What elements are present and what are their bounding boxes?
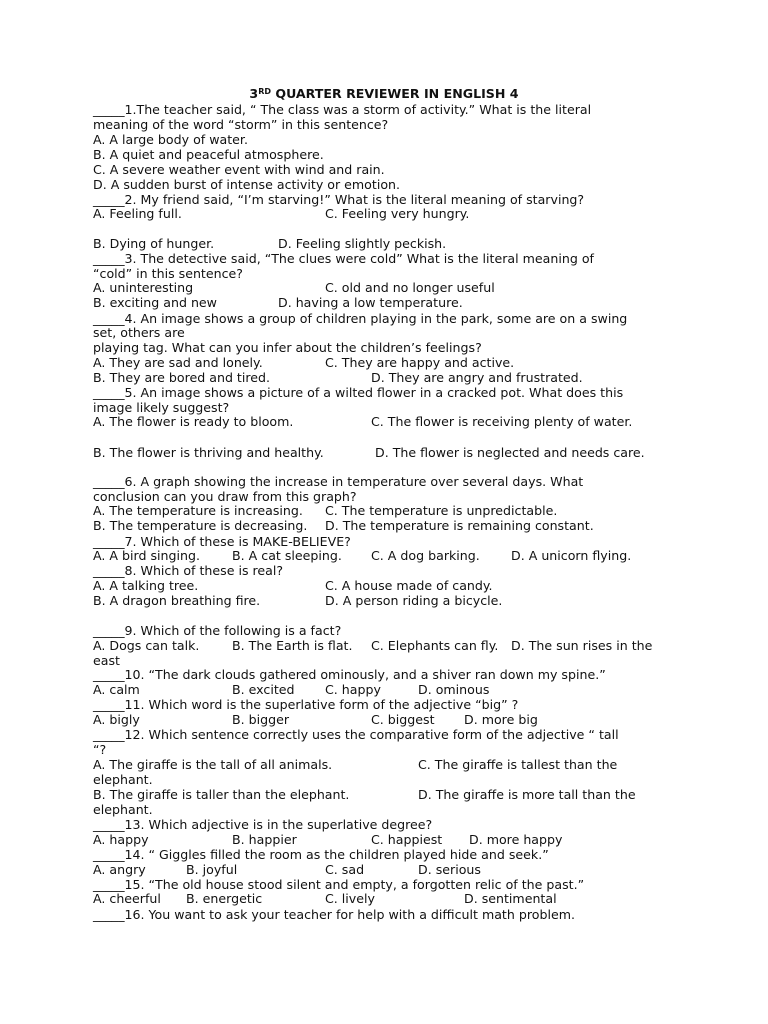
- text-segment: D. more big: [464, 712, 538, 727]
- title-ordinal: 3: [249, 86, 259, 101]
- text-segment: A. They are sad and lonely.: [93, 355, 263, 370]
- text-segment: A. happy: [93, 832, 149, 847]
- title-text: QUARTER REVIEWER IN ENGLISH 4: [271, 86, 519, 101]
- text-segment: C. old and no longer useful: [325, 280, 495, 295]
- text-segment: D. A unicorn flying.: [511, 548, 632, 563]
- text-segment: C. A severe weather event with wind and rain.: [93, 162, 385, 177]
- text-segment: B. energetic: [186, 891, 263, 906]
- text-segment: A. angry: [93, 862, 146, 877]
- text-segment: D. A sudden burst of intense activity or emotion.: [93, 177, 401, 192]
- text-segment: A. The temperature is increasing.: [93, 503, 303, 518]
- text-segment: D. The giraffe is more tall than the: [418, 787, 636, 802]
- text-segment: B. The temperature is decreasing.: [93, 518, 308, 533]
- text-segment: C. happiest: [371, 832, 443, 847]
- text-segment: B. Dying of hunger.: [93, 236, 215, 251]
- text-segment: B. excited: [232, 682, 295, 697]
- text-segment: D. having a low temperature.: [278, 295, 463, 310]
- text-segment: A. Feeling full.: [93, 206, 182, 221]
- text-segment: A. A bird singing.: [93, 548, 200, 563]
- text-segment: B. They are bored and tired.: [93, 370, 271, 385]
- text-segment: C. lively: [325, 891, 375, 906]
- text-segment: conclusion can you draw from this graph?: [93, 489, 357, 504]
- text-segment: C. Elephants can fly.: [371, 638, 499, 653]
- text-segment: A. The giraffe is the tall of all animals.: [93, 757, 333, 772]
- text-segment: D. The temperature is remaining constant.: [325, 518, 594, 533]
- text-segment: A. The flower is ready to bloom.: [93, 414, 294, 429]
- text-segment: _____1.The teacher said, “ The class was a storm of activity.” What is the literal: [93, 102, 592, 117]
- text-segment: _____2. My friend said, “I’m starving!” What is the literal meaning of starving?: [93, 192, 585, 207]
- text-segment: C. sad: [325, 862, 365, 877]
- text-segment: _____11. Which word is the superlative form of the adjective “big” ?: [93, 697, 519, 712]
- text-segment: A. cheerful: [93, 891, 161, 906]
- text-segment: _____5. An image shows a picture of a wilted flower in a cracked pot. What does this: [93, 385, 624, 400]
- text-segment: D. They are angry and frustrated.: [371, 370, 583, 385]
- text-segment: _____16. You want to ask your teacher for help with a difficult math problem.: [93, 907, 575, 922]
- text-segment: meaning of the word “storm” in this sentence?: [93, 117, 389, 132]
- text-segment: C. A dog barking.: [371, 548, 480, 563]
- text-segment: elephant.: [93, 802, 153, 817]
- text-segment: “cold” in this sentence?: [93, 266, 243, 281]
- text-segment: D. The sun rises in the: [511, 638, 653, 653]
- text-segment: _____9. Which of the following is a fact?: [93, 623, 342, 638]
- text-segment: C. Feeling very hungry.: [325, 206, 470, 221]
- text-segment: D. A person riding a bicycle.: [325, 593, 503, 608]
- text-segment: D. ominous: [418, 682, 490, 697]
- text-segment: B. A cat sleeping.: [232, 548, 342, 563]
- text-segment: B. The flower is thriving and healthy.: [93, 445, 324, 460]
- text-segment: _____7. Which of these is MAKE-BELIEVE?: [93, 534, 351, 549]
- text-segment: D. more happy: [469, 832, 563, 847]
- text-segment: C. The temperature is unpredictable.: [325, 503, 558, 518]
- text-segment: D. Feeling slightly peckish.: [278, 236, 447, 251]
- text-segment: _____13. Which adjective is in the superlative degree?: [93, 817, 433, 832]
- text-segment: D. sentimental: [464, 891, 557, 906]
- text-segment: C. The giraffe is tallest than the: [418, 757, 618, 772]
- text-segment: B. The Earth is flat.: [232, 638, 353, 653]
- text-segment: D. The flower is neglected and needs care.: [375, 445, 645, 460]
- text-segment: “?: [93, 742, 107, 757]
- text-segment: B. bigger: [232, 712, 290, 727]
- text-segment: B. joyful: [186, 862, 238, 877]
- text-segment: image likely suggest?: [93, 400, 230, 415]
- text-segment: A. uninteresting: [93, 280, 194, 295]
- text-segment: A. A talking tree.: [93, 578, 199, 593]
- text-segment: C. biggest: [371, 712, 435, 727]
- text-segment: _____8. Which of these is real?: [93, 563, 284, 578]
- title-ordinal-suffix: RD: [258, 87, 271, 96]
- text-segment: _____6. A graph showing the increase in temperature over several days. What: [93, 474, 584, 489]
- text-segment: A. calm: [93, 682, 140, 697]
- text-segment: C. happy: [325, 682, 381, 697]
- text-segment: _____10. “The dark clouds gathered ominously, and a shiver ran down my spine.”: [93, 667, 606, 682]
- text-segment: playing tag. What can you infer about the children’s feelings?: [93, 340, 482, 355]
- text-segment: east: [93, 653, 120, 668]
- text-segment: C. A house made of candy.: [325, 578, 493, 593]
- text-segment: C. They are happy and active.: [325, 355, 515, 370]
- text-segment: B. exciting and new: [93, 295, 217, 310]
- text-segment: B. A quiet and peaceful atmosphere.: [93, 147, 324, 162]
- text-segment: elephant.: [93, 772, 153, 787]
- text-segment: _____3. The detective said, “The clues were cold” What is the literal meaning of: [93, 251, 594, 266]
- text-segment: set, others are: [93, 325, 185, 340]
- text-segment: D. serious: [418, 862, 481, 877]
- text-segment: C. The flower is receiving plenty of water.: [371, 414, 633, 429]
- text-segment: B. The giraffe is taller than the elephant.: [93, 787, 350, 802]
- text-segment: A. Dogs can talk.: [93, 638, 200, 653]
- text-segment: _____14. “ Giggles filled the room as the children played hide and seek.”: [93, 847, 549, 862]
- text-segment: A. bigly: [93, 712, 140, 727]
- page-title: [0, 86, 768, 101]
- text-segment: B. happier: [232, 832, 297, 847]
- text-segment: _____12. Which sentence correctly uses the comparative form of the adjective “ tall: [93, 727, 619, 742]
- text-segment: A. A large body of water.: [93, 132, 248, 147]
- text-segment: _____15. “The old house stood silent and empty, a forgotten relic of the past.”: [93, 877, 585, 892]
- text-segment: B. A dragon breathing fire.: [93, 593, 261, 608]
- text-segment: _____4. An image shows a group of children playing in the park, some are on a swing: [93, 311, 628, 326]
